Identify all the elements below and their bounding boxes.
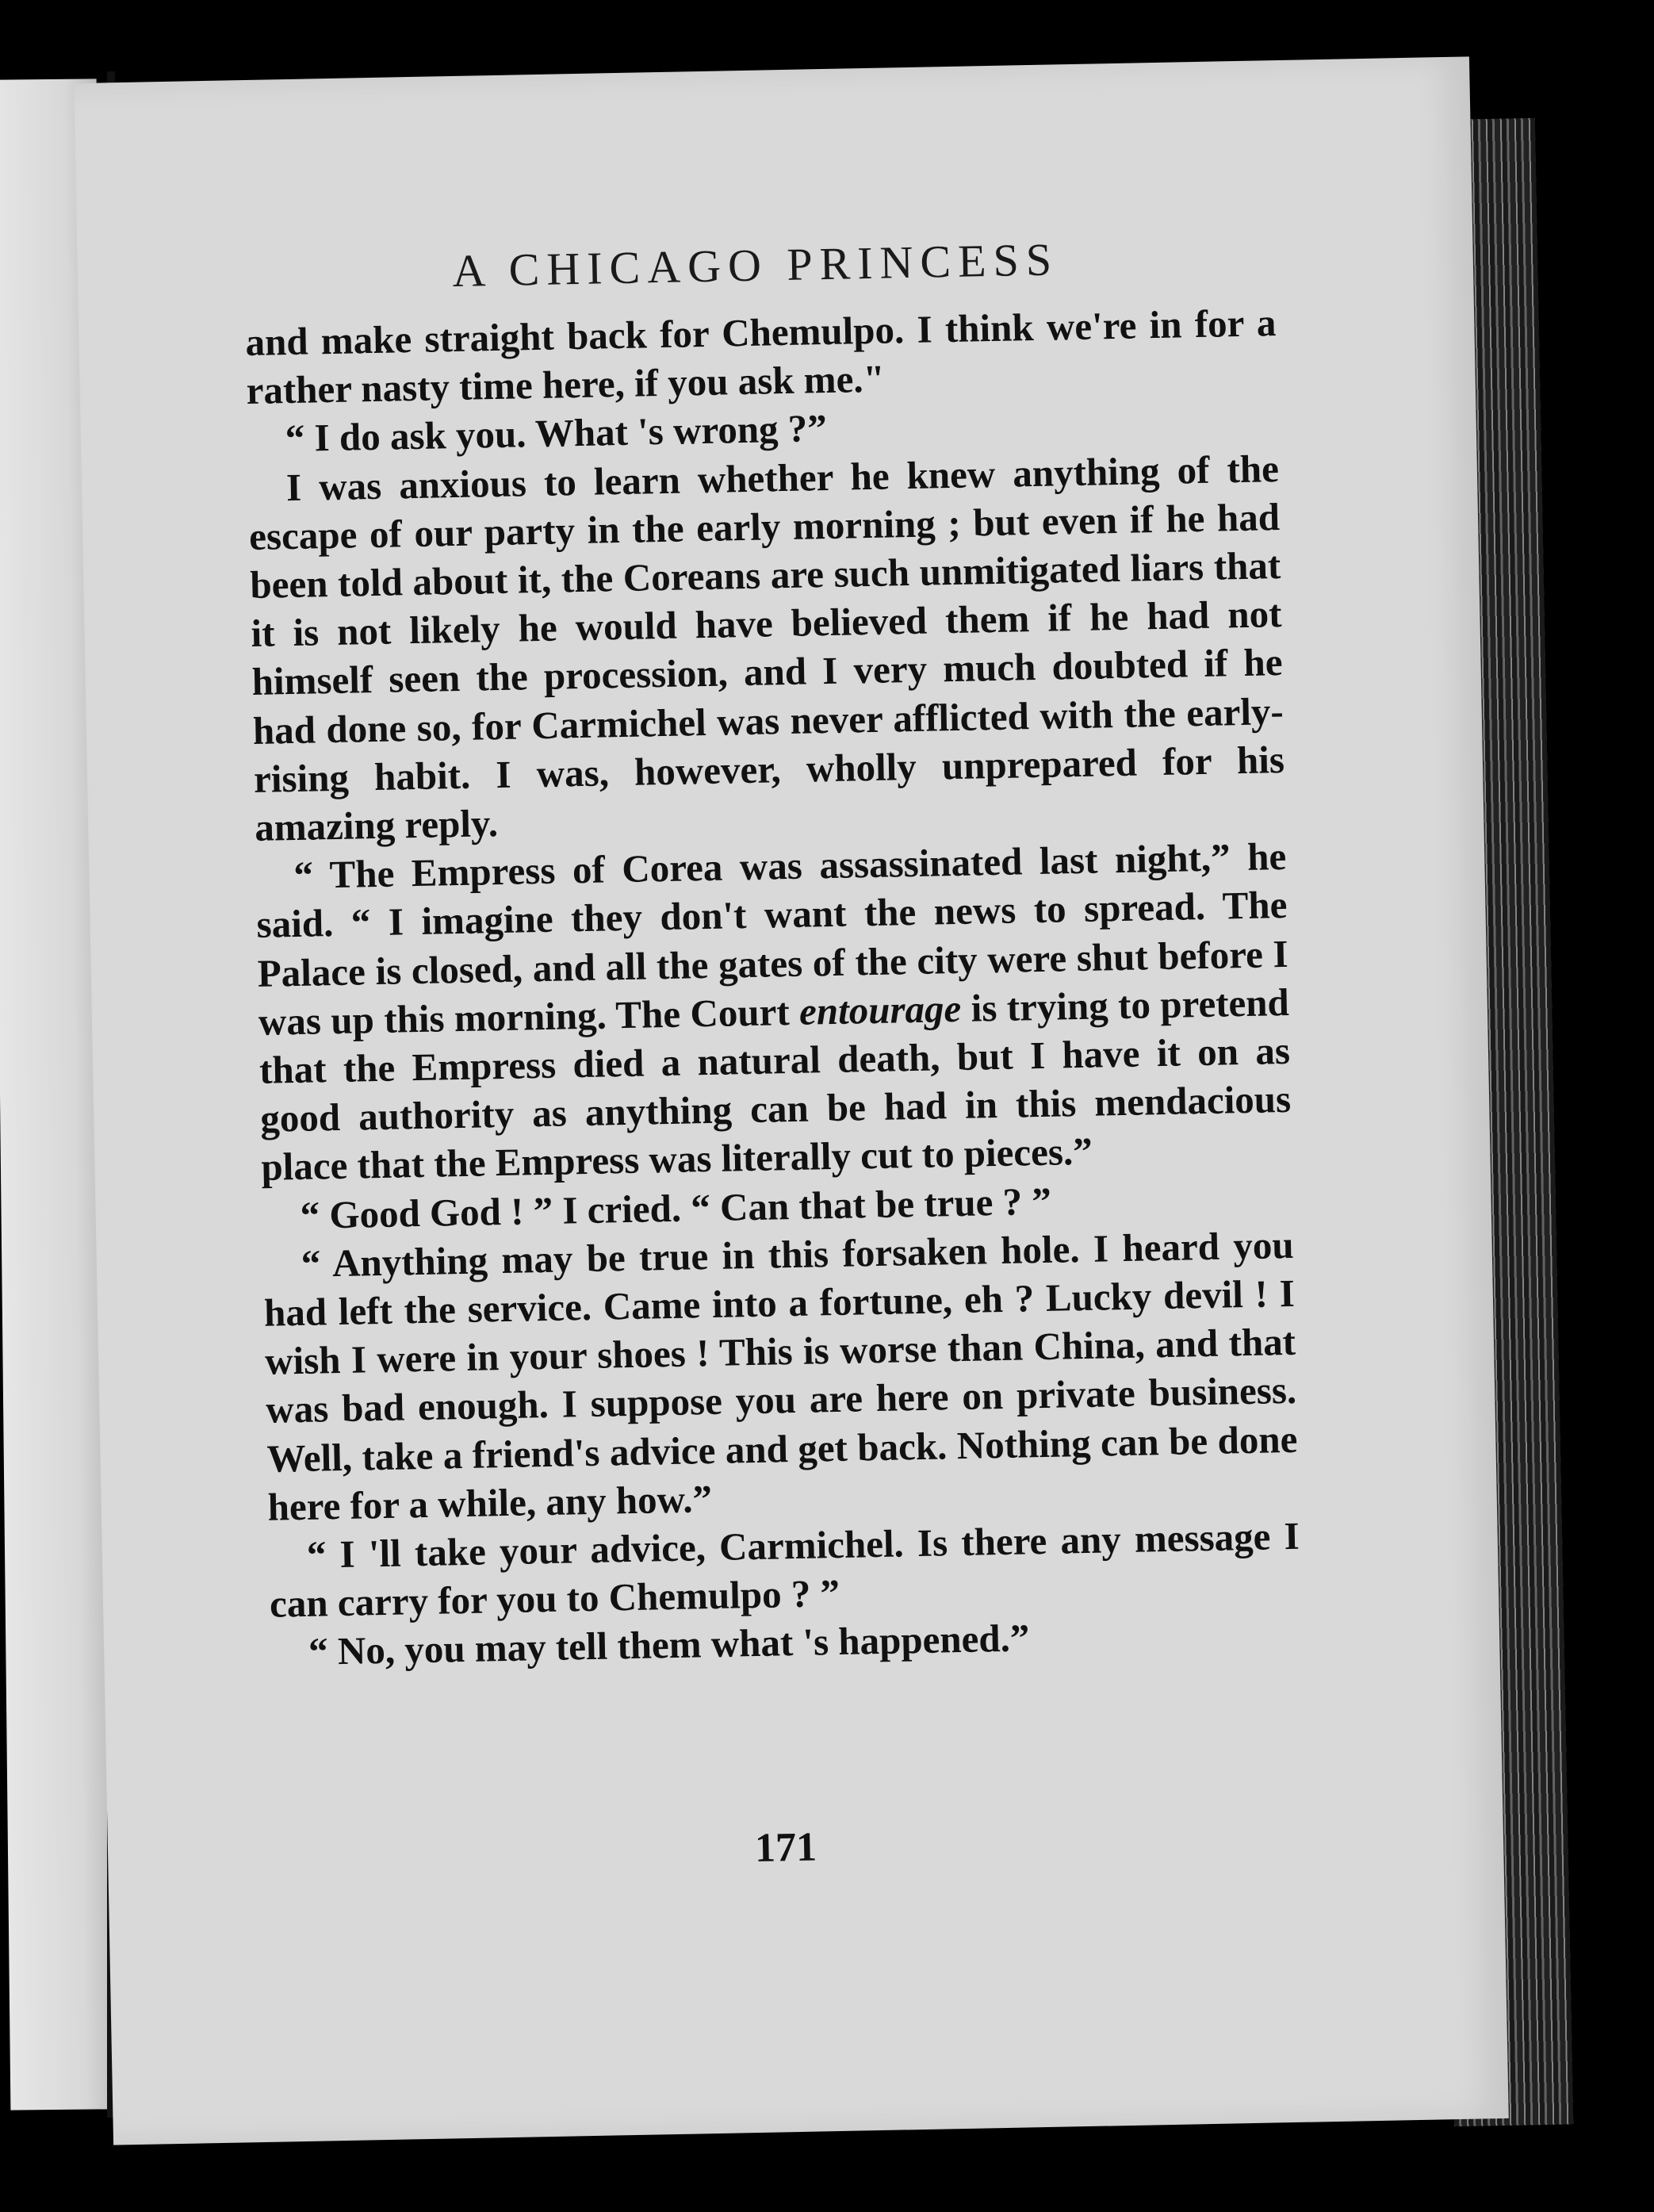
paragraph-text: is trying to pretend that the Empress died a natural death, but I have it on as good authority as anything can be had in this mendacious place that the Empress was literally cut to pieces.” — [258, 979, 1292, 1190]
body-text — [245, 298, 1302, 1677]
paragraph: “ I 'll take your advice, Carmichel. Is there any message I can carry for you to Chemulpo ? ” — [269, 1513, 1300, 1627]
paragraph-text: “ The Empress of Corea was assassinated last night,” he said. “ I imagine they don't want the news to spread. The Palace is closed, and all the gates of the city were shut before I was up this morning. The Court — [256, 834, 1289, 1044]
italic-word: entourage — [798, 986, 962, 1033]
book-page — [74, 56, 1509, 2145]
paragraph: I was anxious to learn whether he knew anything of the escape of our party in the early morning ; but even if he had been told about it, the Coreans are such unmitigated liars that it is not likely he would have believed them if he had not himself seen the procession, and I very much doubted if he had done so, for Carmichel was never afflicted with the early-rising habit. I was, however, wholly unprepared for his amazing reply. — [248, 446, 1285, 849]
page-number: 171 — [754, 1824, 817, 1872]
paragraph: and make straight back for Chemulpo. I think we're in for a rather nasty time here, if you ask me." — [244, 301, 1277, 413]
paragraph — [255, 832, 1292, 1191]
paragraph: “ Good God ! ” I cried. “ Can that be true ? ” — [300, 1179, 1052, 1237]
paragraph: “ I do ask you. What 's wrong ?” — [285, 406, 828, 461]
paragraph: “ Anything may be true in this forsaken hole. I heard you had left the service. Came into a fortune, eh ? Lucky devil ! I wish I were in your shoes ! This is worse than China, and that was bad enough. I suppose you are here on private business. Well, take a friend's advice and get back. Nothing can be done here for a while, any how.” — [263, 1222, 1298, 1529]
running-head: A CHICAGO PRINCESS — [451, 233, 1059, 297]
paragraph: “ No, you may tell them what 's happened.” — [308, 1616, 1030, 1674]
